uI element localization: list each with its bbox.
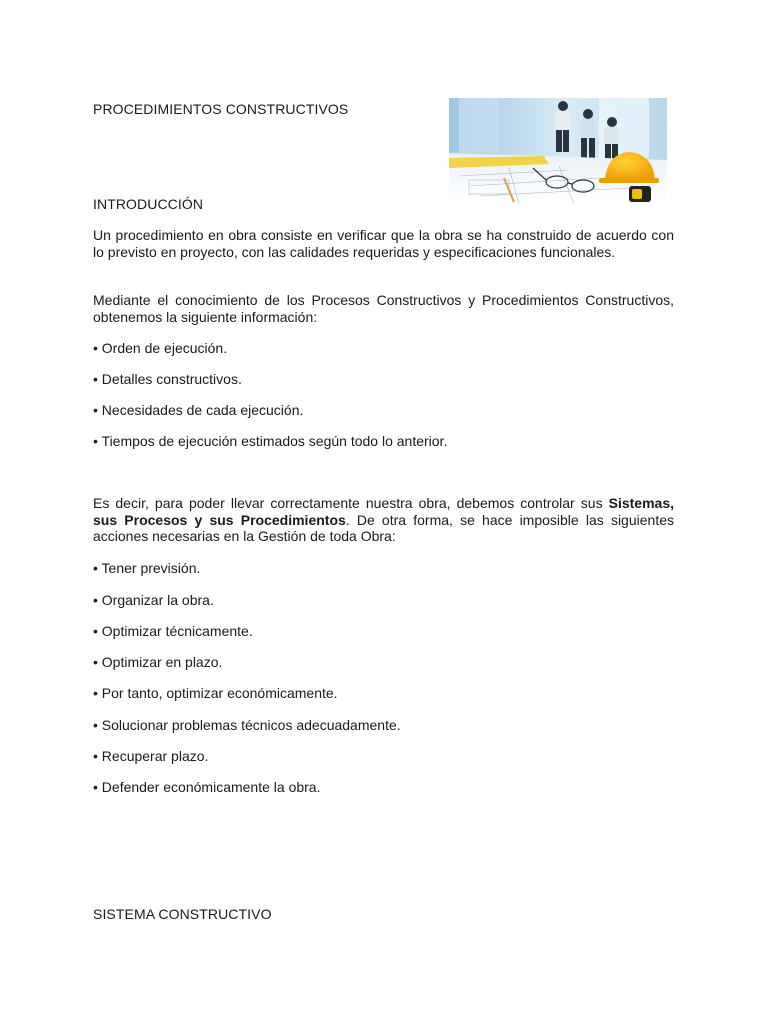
document-title: PROCEDIMIENTOS CONSTRUCTIVOS [93, 101, 349, 117]
control-paragraph [93, 495, 674, 545]
list-item: • Optimizar en plazo. [93, 654, 223, 670]
control-text-bold: Sistemas, sus Procesos y sus Procedimientos [93, 495, 674, 528]
list-item: • Detalles constructivos. [93, 371, 242, 387]
list-item: • Optimizar técnicamente. [93, 623, 253, 639]
section-heading: SISTEMA CONSTRUCTIVO [93, 906, 272, 922]
list-item: • Orden de ejecución. [93, 340, 228, 356]
list-item: • Recuperar plazo. [93, 748, 209, 764]
list-item: • Por tanto, optimizar económicamente. [93, 685, 338, 701]
list-item: • Tener previsión. [93, 560, 201, 576]
list-item: • Defender económicamente la obra. [93, 779, 321, 795]
intro-paragraph: Un procedimiento en obra consiste en verificar que la obra se ha construido de acuerdo con lo previsto en proyecto, con las calidades requeridas y especificaciones funcionales. [93, 227, 674, 260]
list-item: • Organizar la obra. [93, 592, 214, 608]
list-item: • Necesidades de cada ejecución. [93, 402, 304, 418]
control-text-before: Es decir, para poder llevar correctamente nuestra obra, debemos controlar sus [93, 495, 609, 511]
intro-heading: INTRODUCCIÓN [93, 196, 204, 212]
construction-meeting-photo [449, 98, 667, 204]
list-item: • Tiempos de ejecución estimados según todo lo anterior. [93, 433, 448, 449]
control-text-after: . De otra forma, se hace imposible las siguientes acciones necesarias en la Gestión de toda Obra: [93, 511, 674, 544]
knowledge-paragraph: Mediante el conocimiento de los Procesos Constructivos y Procedimientos Constructivos, obtenemos la siguiente información: [93, 292, 674, 325]
list-item: • Solucionar problemas técnicos adecuadamente. [93, 717, 401, 733]
